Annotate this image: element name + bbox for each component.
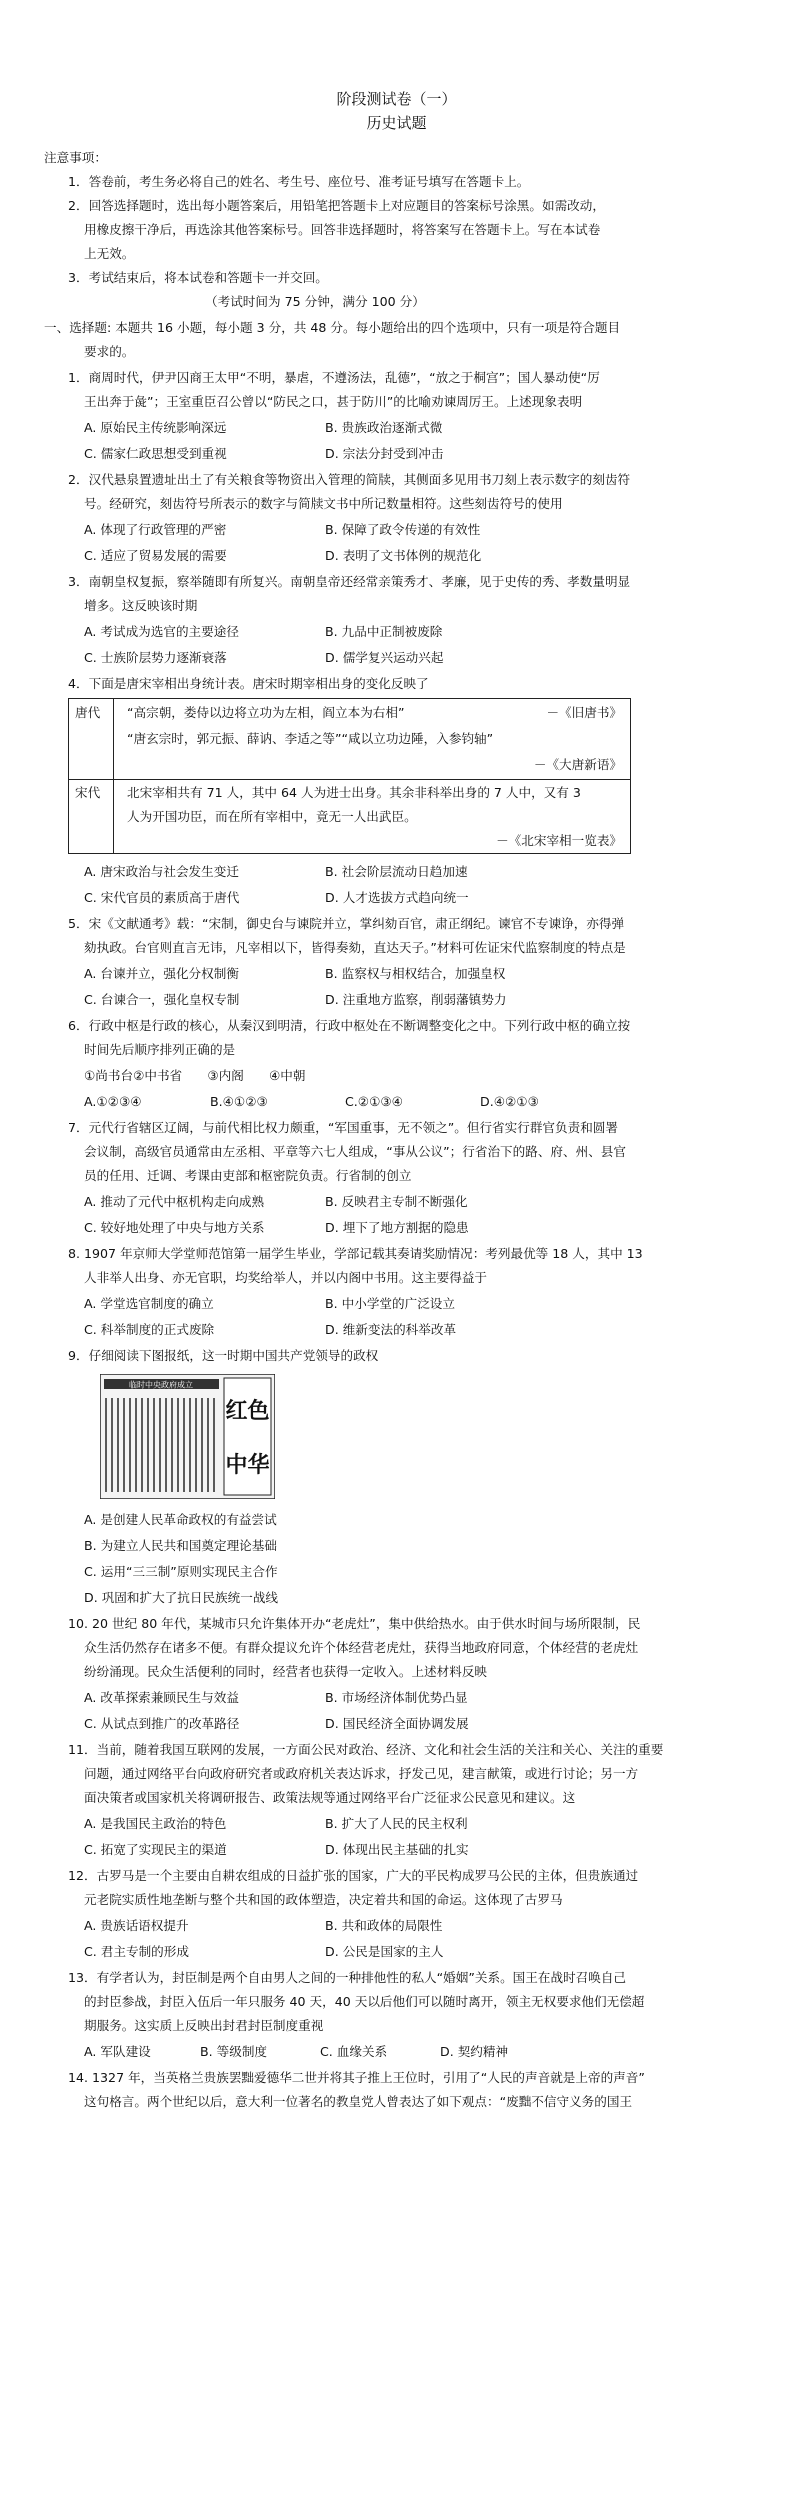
option: D. 契约精神 [440, 2044, 509, 2059]
option: C. 儒家仁政思想受到重视 [84, 446, 227, 461]
question-stem: 劾执政。台官则直言无讳，凡宰相以下，皆得奏劾，直达天子。”材料可佐证宋代监察制度的特点是 [84, 940, 626, 955]
notice-item: 上无效。 [84, 246, 135, 261]
section-intro: 一、选择题: 本题共 16 小题，每小题 3 分，共 48 分。每小题给出的四个选项中，只有一项是符合题目 [44, 320, 621, 335]
option: D. 国民经济全面协调发展 [325, 1716, 469, 1731]
option: C. 台谏合一，强化皇权专制 [84, 992, 240, 1007]
option: B. 为建立人民共和国奠定理论基础 [84, 1538, 277, 1553]
exam-subtitle: 历史试题 [366, 114, 427, 132]
question-stem: 3．南朝皇权复振，察举随即有所复兴。南朝皇帝还经常亲策秀才、孝廉，见于史传的秀、孝数量明显 [68, 574, 631, 589]
option: C. 从试点到推广的改革路径 [84, 1716, 240, 1731]
notice-item: 3．考试结束后，将本试卷和答题卡一并交回。 [68, 270, 328, 285]
table-cell: 唐代 [75, 705, 101, 720]
question-stem: 纷纷涌现。民众生活便利的同时，经营者也获得一定收入。上述材料反映 [84, 1664, 487, 1679]
question-stem: 11．当前，随着我国互联网的发展，一方面公民对政治、经济、文化和社会生活的关注和关心、关注的重要 [68, 1742, 664, 1757]
option: C. 君主专制的形成 [84, 1944, 189, 1959]
option: A. 学堂选官制度的确立 [84, 1296, 214, 1311]
option: C. 科举制度的正式废除 [84, 1322, 215, 1337]
option: D. 人才选拔方式趋向统一 [325, 890, 469, 905]
option: A. 是我国民主政治的特色 [84, 1816, 227, 1831]
option: B. 反映君主专制不断强化 [325, 1194, 468, 1209]
option: D. 埋下了地方割据的隐患 [325, 1220, 469, 1235]
option: D. 注重地方监察，削弱藩镇势力 [325, 992, 507, 1007]
question-stem: 员的任用、迁调、考课由吏部和枢密院负责。行省制的创立 [84, 1168, 412, 1183]
option: C. 较好地处理了中央与地方关系 [84, 1220, 265, 1235]
option: C.②①③④ [345, 1094, 403, 1109]
option: D. 维新变法的科举改革 [325, 1322, 457, 1337]
option: A. 唐宋政治与社会发生变迁 [84, 864, 239, 879]
table-cell: －《大唐新语》 [533, 757, 622, 772]
time-note: （考试时间为 75 分钟，满分 100 分） [205, 294, 425, 309]
option: D. 公民是国家的主人 [325, 1944, 444, 1959]
notice-item: 2．回答选择题时，选出每小题答案后，用铅笔把答题卡上对应题目的答案标号涂黑。如需改动， [68, 198, 605, 213]
question-stem: 人非举人出身、亦无官职，均奖给举人，并以内阁中书用。这主要得益于 [84, 1270, 487, 1285]
option: B. 社会阶层流动日趋加速 [325, 864, 468, 879]
option: A. 推动了元代中枢机构走向成熟 [84, 1194, 265, 1209]
option: D. 儒学复兴运动兴起 [325, 650, 444, 665]
question-stem: 号。经研究，刻齿符号所表示的数字与简牍文书中所记数量相符。这些刻齿符号的使用 [84, 496, 563, 511]
question-stem: 增多。这反映该时期 [84, 598, 198, 613]
section-intro: 要求的。 [84, 344, 135, 359]
option: A. 台谏并立，强化分权制衡 [84, 966, 239, 981]
option: A. 贵族话语权提升 [84, 1918, 189, 1933]
question-stem: 的封臣参战，封臣入伍后一年只服务 40 天，40 天以后他们可以随时离开，领主无权要求他们无偿超 [84, 1994, 645, 2009]
option: B. 九品中正制被废除 [325, 624, 443, 639]
question-stem: 4．下面是唐宋宰相出身统计表。唐宋时期宰相出身的变化反映了 [68, 676, 429, 691]
question-stem: 10. 20 世纪 80 年代，某城市只允许集体开办“老虎灶”，集中供给热水。由于供水时间与场所限制，民 [68, 1616, 641, 1631]
question-stem: 时间先后顺序排列正确的是 [84, 1042, 236, 1057]
option: A. 原始民主传统影响深远 [84, 420, 227, 435]
option: D. 表明了文书体例的规范化 [325, 548, 482, 563]
newspaper-masthead: 中华 [225, 1452, 270, 1478]
option: B. 共和政体的局限性 [325, 1918, 443, 1933]
question-stem: 会议制，高级官员通常由左丞相、平章等六七人组成，“事从公议”；行省治下的路、府、州、县官 [84, 1144, 626, 1159]
notice-heading: 注意事项： [44, 150, 107, 165]
option: B. 中小学堂的广泛设立 [325, 1296, 455, 1311]
option: D. 宗法分封受到冲击 [325, 446, 444, 461]
option: B. 市场经济体制优势凸显 [325, 1690, 468, 1705]
notice-item: 用橡皮擦干净后，再选涂其他答案标号。回答非选择题时，将答案写在答题卡上。写在本试卷 [84, 222, 601, 237]
question-stem: 1．商周时代，伊尹囚商王太甲“不明，暴虐，不遵汤法，乱德”，“放之于桐宫”；国人暴动使“厉 [68, 370, 600, 385]
table-cell: －《北宋宰相一览表》 [496, 833, 622, 848]
option: B. 扩大了人民的民主权利 [325, 1816, 468, 1831]
table-cell: 人为开国功臣，而在所有宰相中，竟无一人出武臣。 [127, 809, 417, 824]
option: D.④②①③ [480, 1094, 539, 1109]
option: B. 监察权与相权结合，加强皇权 [325, 966, 506, 981]
option: D. 体现出民主基础的扎实 [325, 1842, 469, 1857]
question-stem: 5．宋《文献通考》载：“宋制，御史台与谏院并立，掌纠劾百官，肃正纲纪。谏官不专谏诤，亦得弹 [68, 916, 625, 931]
question-stem: 13．有学者认为，封臣制是两个自由男人之间的一种排他性的私人“婚姻”关系。国王在战时召唤自己 [68, 1970, 627, 1985]
table-cell: “唐玄宗时，郭元振、薛讷、李适之等”“咸以立功边陲，入参钧轴” [127, 731, 494, 746]
option: B. 保障了政令传递的有效性 [325, 522, 481, 537]
option: A. 是创建人民革命政权的有益尝试 [84, 1512, 277, 1527]
question-stem: 元老院实质性地垄断与整个共和国的政体塑造，决定着共和国的命运。这体现了古罗马 [84, 1892, 563, 1907]
option: A.①②③④ [84, 1094, 142, 1109]
question-items: ①尚书台②中书省 ③内阁 ④中朝 [84, 1068, 306, 1083]
newspaper-image [100, 1374, 275, 1499]
newspaper-masthead: 红色 [225, 1398, 270, 1424]
question-stem: 王出奔于彘”；王室重臣召公曾以“防民之口，甚于防川”的比喻劝谏周厉王。上述现象表明 [84, 394, 583, 409]
question-stem: 9．仔细阅读下图报纸，这一时期中国共产党领导的政权 [68, 1348, 379, 1363]
option: C. 适应了贸易发展的需要 [84, 548, 227, 563]
option: B. 贵族政治逐渐式微 [325, 420, 443, 435]
newspaper-headline: 临时中央政府成立 [129, 1380, 193, 1390]
option: A. 改革探索兼顾民生与效益 [84, 1690, 239, 1705]
option: C. 拓宽了实现民主的渠道 [84, 1842, 227, 1857]
question-stem: 12．古罗马是一个主要由自耕农组成的日益扩张的国家，广大的平民构成罗马公民的主体，但贵族通过 [68, 1868, 639, 1883]
table-cell: “高宗朝，娄侍以边将立功为左相，阎立本为右相” [127, 705, 405, 720]
table-cell: 宋代 [75, 785, 101, 800]
question-stem: 8. 1907 年京师大学堂师范馆第一届学生毕业，学部记载其奏请奖励情况：考列最优等 18 人，其中 13 [68, 1246, 643, 1261]
question-stem: 这句格言。两个世纪以后，意大利一位著名的教皇党人曾表达了如下观点：“废黜不信守义务的国王 [84, 2094, 633, 2109]
option: C. 宋代官员的素质高于唐代 [84, 890, 240, 905]
option: C. 运用“三三制”原则实现民主合作 [84, 1564, 278, 1579]
question-stem: 7．元代行省辖区辽阔，与前代相比权力颇重，“军国重事，无不领之”。但行省实行群官负责和圆署 [68, 1120, 618, 1135]
question-stem: 问题，通过网络平台向政府研究者或政府机关表达诉求，抒发己见，建言献策，或进行讨论；另一方 [84, 1766, 639, 1781]
table-cell: 北宋宰相共有 71 人，其中 64 人为进士出身。其余非科举出身的 7 人中，又有 3 [127, 785, 581, 800]
option: B. 等级制度 [200, 2044, 268, 2059]
exam-title: 阶段测试卷（一） [336, 90, 457, 108]
question-stem: 众生活仍然存在诸多不便。有群众提议允许个体经营老虎灶，获得当地政府同意，个体经营的老虎灶 [84, 1640, 639, 1655]
question-stem: 期服务。这实质上反映出封君封臣制度重视 [84, 2018, 324, 2033]
table-cell: －《旧唐书》 [546, 705, 622, 720]
question-stem: 2．汉代悬泉置遗址出土了有关粮食等物资出入管理的简牍，其侧面多见用书刀刻上表示数字的刻齿符 [68, 472, 631, 487]
option: A. 军队建设 [84, 2044, 151, 2059]
question-stem: 面决策者或国家机关将调研报告、政策法规等通过网络平台广泛征求公民意见和建议。这 [84, 1790, 576, 1805]
question-stem: 14. 1327 年，当英格兰贵族罢黜爱德华二世并将其子推上王位时，引用了“人民的声音就是上帝的声音” [68, 2070, 645, 2085]
option: B.④①②③ [210, 1094, 268, 1109]
option: D. 巩固和扩大了抗日民族统一战线 [84, 1590, 279, 1605]
option: A. 体现了行政管理的严密 [84, 522, 227, 537]
option: A. 考试成为选官的主要途径 [84, 624, 239, 639]
data-table [68, 698, 631, 854]
option: C. 血缘关系 [320, 2044, 388, 2059]
question-stem: 6．行政中枢是行政的核心，从秦汉到明清，行政中枢处在不断调整变化之中。下列行政中枢的确立按 [68, 1018, 631, 1033]
notice-item: 1．答卷前，考生务必将自己的姓名、考生号、座位号、准考证号填写在答题卡上。 [68, 174, 530, 189]
option: C. 士族阶层势力逐渐衰落 [84, 650, 227, 665]
